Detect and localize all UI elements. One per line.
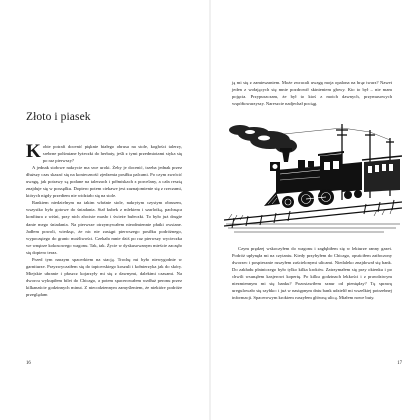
right-page-bottom-text bbox=[232, 245, 392, 301]
paragraph-1 bbox=[26, 143, 182, 164]
paragraph-after-illustration: Czym prędzej wskoczyłem do wagonu i zagłębiłem się w lekturze ranny gazet. Podróż upłynęła mi na czytaniu. Kiedy przybyłem do Chicago, opuściłem zatłoczony dworzec i pospiesznie ruszyłem zaścielonymi ulicami. Niedaleko znajdował się bank. Do zakładu płatniczego było tylko kilka kroków. Zatrzymałem się przy okienku i po chwili wsunąłem kasjerowi kopertę. Po kilku godzinach lekkości i z prawdziwym niezmiennym mi się banku? Pozostawiłem sznur od pieniędzy? Tę sprawę uregulowało się szybko: i już w następnym dniu bank udzielił mi wszelkiej potrzebnej informacji. Spacerowym krokiem ruszyłem główną ulicą. Miałem nowe buty. bbox=[232, 246, 392, 301]
paragraph-text: obie potrafi docenić pięknie białego obrusa na stole, kogłości talerzy, srebrne polśmiane łyżeczki do herbaty, jeśli z tymi przedmiotami styka się po raz pierwszy? bbox=[42, 144, 182, 164]
drop-cap: K bbox=[26, 141, 41, 162]
paragraph-continued: ją mi się z zamieszaniem. Może zwracali uwagę moja opalona na brąz twarz? Nawet jeden z wołających się mnie pozdrowił skinieniem głowy. Kto to był – nie mam pojęcia. Przypuszczam, że był to ktoś z moich dawnych, przymusowych współtowarzyszy. Nareszcie nadjechał pociąg. bbox=[232, 80, 392, 107]
steam-locomotive-illustration bbox=[224, 120, 402, 238]
paragraph-4: Przed tym naszym spacerkiem na stacją. Trochę mi było niewygodnie w garniturze. Przyzwyczaiłem się do tapicerskiego koszuli i kołnierzyka jak do skóry. Miejskie ubranie i płaszcz kojarzyły mi się z dawnymi, dalekimi czasami. Na dworcu wykupiłem bilet do Chicago, a potem spacerowałem wzdłuż peronu przez kilkanaście godzinnych minut. Z niecodziennym zamyśleniem, że niektóre podróże przeglądam bbox=[26, 256, 182, 297]
chapter-title: Złoto i piasek bbox=[26, 111, 91, 123]
paragraph-3: Rankiem niedzielnym na takim właśnie stole, nakrytym czystym obrusem, wszystko było gotowe do śniadania. Stał kubek z mlekiem i szarlotką, pachnąca konfitura z wiśni, przy nich złociste masło i świeże bułeczki. To było już drugie danie mego śniadania. Na pierwsze otrzymywałem nieodmiennie płatki owsiane. Jadłem powoli, wiedząc, że nic nie zastąpi pierwszego posiłku podróżnego, wypoczętego do granic możliwości. Czekała mnie dziś po raz pierwszy wycieczka we wnętrze kokosowego wagonu. Tak, tak. Życie w dyskusowanym mieście zaczęło się dopiero teraz. bbox=[26, 200, 182, 255]
page-number-left: 16 bbox=[26, 361, 31, 366]
paragraph-2: A jednak stołowe nakrycie ma swe uroki. Żeby je docenić, trzeba jednak przez dłuższy czas skazać się na konieczność zjedzenia posiłku palcami. Po czym zwrócić uwagę, jak potrawy są podane na talerzach i półmiskach z porcelany, a cała resztą znajduje się w porządku. Dopiero potem ciekawe jest zaznajomienie się z rzeczami, których nigdy przedtem nie widziało się na stole. bbox=[26, 165, 182, 199]
page-number-right: 17 bbox=[397, 361, 402, 366]
left-page-body bbox=[26, 143, 182, 298]
right-page bbox=[210, 0, 420, 420]
right-page-top-text bbox=[232, 79, 392, 107]
